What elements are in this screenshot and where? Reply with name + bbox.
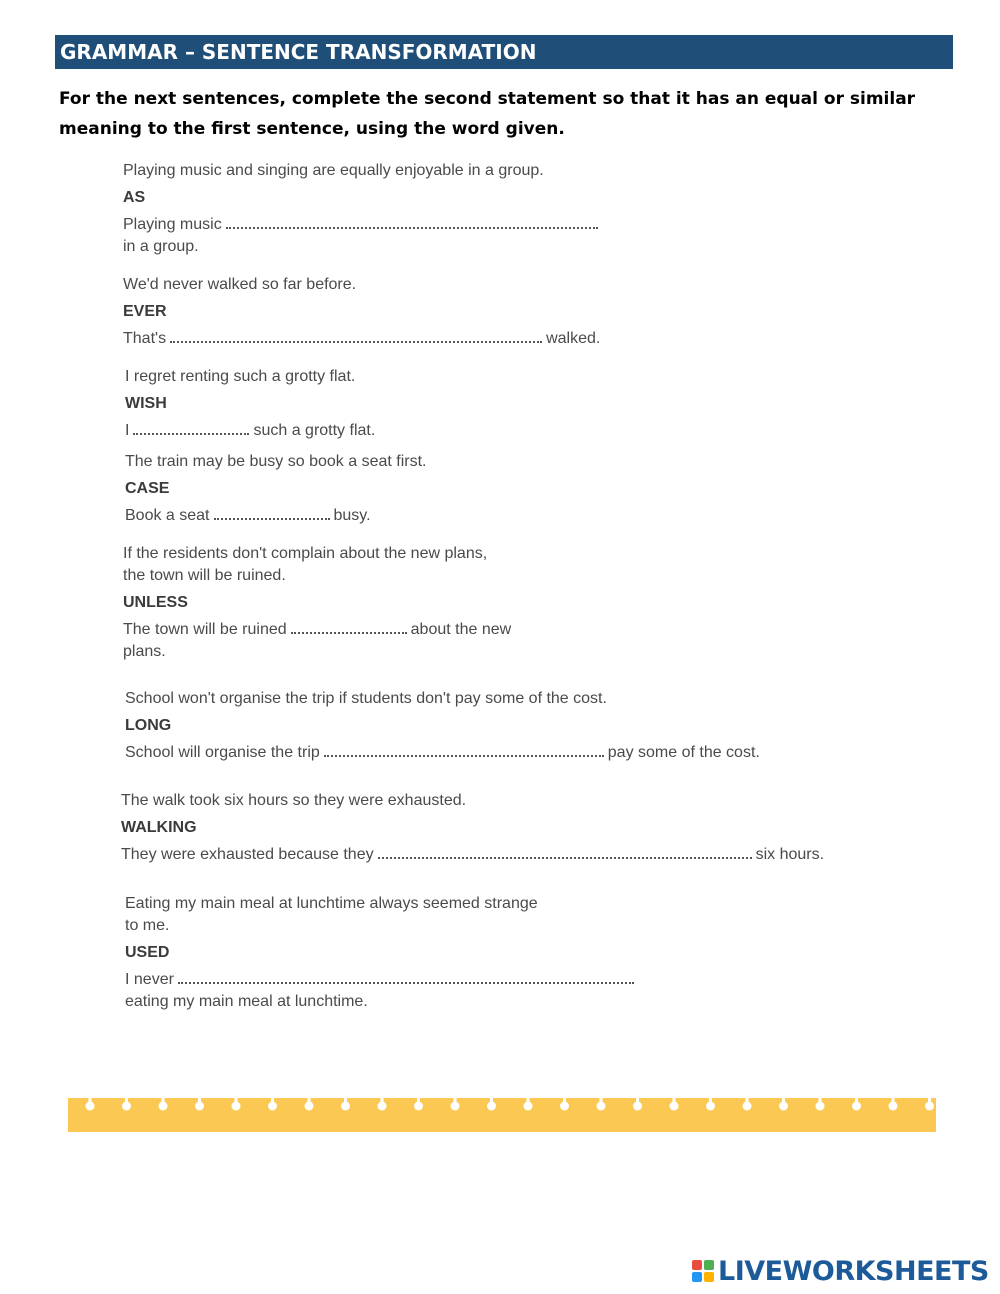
exercise-4: [125, 451, 426, 527]
exercise-keyword: UNLESS: [123, 594, 188, 611]
exercise-keyword: EVER: [123, 303, 167, 320]
decorative-ribbon: [68, 1098, 936, 1132]
exercise-keyword: AS: [123, 189, 146, 206]
answer-before-text: I: [125, 422, 130, 439]
exercise-1: [123, 160, 602, 258]
answer-after-text: such a grotty flat.: [253, 422, 376, 439]
exercise-prompt: Playing music and singing are equally enjoyable in a group.: [123, 162, 544, 179]
exercise-7: [121, 790, 824, 866]
exercise-8: [125, 893, 638, 1013]
answer-blank[interactable]: [214, 508, 330, 520]
exercise-prompt: If the residents don't complain about the new plans,: [123, 545, 488, 562]
answer-after-text: walked.: [546, 330, 601, 347]
answer-before-text: School will organise the trip: [125, 744, 320, 761]
answer-before-text: That's: [123, 330, 167, 347]
answer-blank[interactable]: [324, 745, 604, 757]
page-title: GRAMMAR – SENTENCE TRANSFORMATION: [55, 35, 953, 69]
answer-before-text: Playing music: [123, 216, 222, 233]
answer-continuation: eating my main meal at lunchtime.: [125, 993, 368, 1010]
liveworksheets-logo-icon: [692, 1260, 714, 1282]
exercise-prompt-continuation: the town will be ruined.: [123, 567, 286, 584]
exercise-prompt-continuation: to me.: [125, 917, 170, 934]
answer-after-text: busy.: [333, 507, 371, 524]
answer-blank[interactable]: [291, 622, 407, 634]
answer-before-text: The town will be ruined: [123, 621, 287, 638]
exercise-keyword: LONG: [125, 717, 172, 734]
answer-after-text: pay some of the cost.: [607, 744, 760, 761]
answer-blank[interactable]: [178, 972, 634, 984]
logo-text: LIVEWORKSHEETS: [718, 1255, 989, 1287]
answer-before-text: Book a seat: [125, 507, 210, 524]
exercise-5: [123, 543, 511, 663]
exercise-prompt: We'd never walked so far before.: [123, 276, 357, 293]
answer-continuation: in a group.: [123, 238, 199, 255]
answer-after-text: six hours.: [755, 846, 825, 863]
exercise-prompt: The train may be busy so book a seat first.: [125, 453, 427, 470]
instructions-text: For the next sentences, complete the second statement so that it has an equal or similar meaning to the first sentence, using the word given.: [59, 89, 916, 139]
ribbon-graphic: [68, 1098, 936, 1132]
exercise-prompt: The walk took six hours so they were exhausted.: [121, 792, 467, 809]
answer-blank[interactable]: [226, 217, 598, 229]
answer-continuation: plans.: [123, 643, 166, 660]
answer-blank[interactable]: [378, 847, 752, 859]
exercise-prompt: School won't organise the trip if students don't pay some of the cost.: [125, 690, 607, 707]
exercise-keyword: USED: [125, 944, 170, 961]
exercise-2: [123, 274, 600, 350]
answer-after-text: about the new: [410, 621, 512, 638]
exercise-keyword: WALKING: [121, 819, 197, 836]
answer-before-text: They were exhausted because they: [121, 846, 374, 863]
exercise-keyword: WISH: [125, 395, 167, 412]
exercise-prompt: Eating my main meal at lunchtime always seemed strange: [125, 895, 538, 912]
exercise-3: [125, 366, 375, 442]
answer-blank[interactable]: [170, 331, 542, 343]
exercise-6: [125, 688, 760, 764]
answer-before-text: I never: [125, 971, 174, 988]
answer-blank[interactable]: [133, 423, 249, 435]
exercise-keyword: CASE: [125, 480, 170, 497]
exercise-prompt: I regret renting such a grotty flat.: [125, 368, 356, 385]
liveworksheets-logo: [692, 1256, 989, 1286]
